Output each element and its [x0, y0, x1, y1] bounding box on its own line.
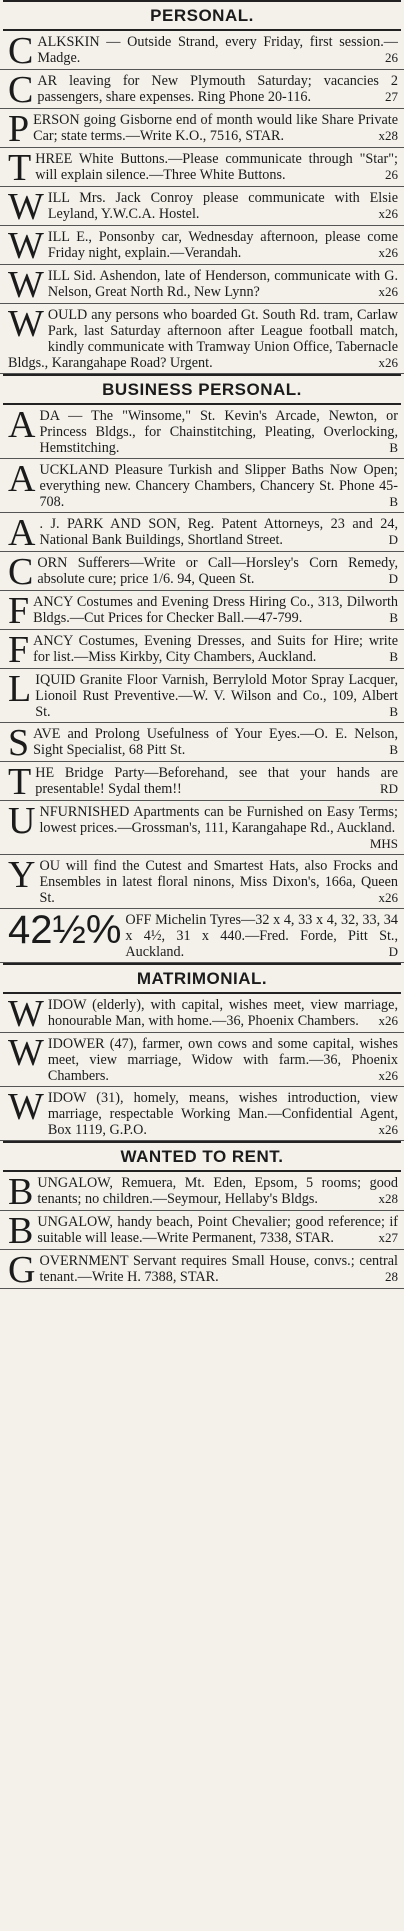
section-heading: WANTED TO RENT.: [120, 1147, 284, 1166]
classified-ad: [0, 513, 404, 552]
classified-ad: [0, 1172, 404, 1211]
ad-code: x26: [378, 1068, 398, 1083]
classified-ad: [0, 801, 404, 855]
section-2: [0, 963, 404, 1141]
ad-text: UNGALOW, Remuera, Mt. Eden, Epsom, 5 rooms; good tenants; no children.—Seymour, Hellaby's Bldgs.: [37, 1175, 398, 1207]
ad-code: x26: [378, 355, 398, 370]
section-heading: BUSINESS PERSONAL.: [102, 380, 302, 399]
drop-cap: 42½%: [8, 909, 122, 952]
ad-code: B: [389, 440, 398, 455]
ad-code: B: [389, 742, 398, 757]
classified-ad: [0, 669, 404, 723]
ad-code: x28: [378, 1191, 398, 1206]
ad-text: AVE and Prolong Usefulness of Your Eyes.—O. E. Nelson, Sight Specialist, 68 Pitt St.: [33, 726, 398, 758]
drop-cap: W: [8, 226, 44, 265]
ad-code: x26: [378, 1122, 398, 1137]
ad-code: x26: [378, 245, 398, 260]
classified-ad: [0, 591, 404, 630]
classified-ad: [0, 70, 404, 109]
ad-code: x26: [378, 206, 398, 221]
ad-text: HE Bridge Party—Beforehand, see that your hands are presentable! Sydal them!!: [35, 765, 398, 797]
drop-cap: W: [8, 1087, 44, 1128]
ad-text: IDOWER (47), farmer, own cows and some capital, wishes meet, view marriage, Widow with farm.—36, Phoenix Chambers.: [47, 1036, 398, 1084]
classified-ad: [0, 187, 404, 226]
classified-ad: [0, 1087, 404, 1141]
ad-text: NFURNISHED Apartments can be Furnished on Easy Terms; lowest prices.—Grossman's, 111, Karangahape Rd., Auckland.: [39, 804, 398, 836]
drop-cap: C: [8, 70, 34, 109]
ad-text: OFF Michelin Tyres—32 x 4, 33 x 4, 32, 33, 34 x 4½, 31 x 440.—Fred. Forde, Pitt St., Auckland.: [125, 912, 398, 960]
ad-code: B: [389, 704, 398, 719]
classified-ad: [0, 148, 404, 187]
ad-code: B: [389, 494, 398, 509]
ad-text: ILL Sid. Ashendon, late of Henderson, communicate with G. Nelson, Great North Rd., New Lynn?: [47, 268, 398, 300]
drop-cap: A: [8, 513, 36, 552]
ad-text: IQUID Granite Floor Varnish, Berrylold Motor Spray Lacquer, Lionoil Rust Preventive.—W. V. Wilson and Co., 109, Albert St.: [35, 672, 398, 720]
ad-code: 26: [385, 167, 398, 182]
drop-cap: A: [8, 459, 36, 500]
ad-code: x26: [378, 890, 398, 905]
ad-code: x26: [378, 1013, 398, 1028]
drop-cap: S: [8, 723, 30, 762]
drop-cap: Y: [8, 855, 36, 896]
classified-ad: [0, 109, 404, 148]
ad-text: AR leaving for New Plymouth Saturday; vacancies 2 passengers, share expenses. Ring Phone 20-116.: [37, 73, 398, 105]
ad-code: RD: [379, 781, 398, 796]
classified-ad: [0, 1211, 404, 1250]
ad-code: 27: [385, 89, 398, 104]
ad-text: ANCY Costumes and Evening Dress Hiring Co., 313, Dilworth Bldgs.—Cut Prices for Checker Ball.—47-799.: [33, 594, 398, 626]
classified-ad: [0, 1250, 404, 1289]
classified-ad: [0, 762, 404, 801]
ad-code: x28: [378, 128, 398, 143]
drop-cap: A: [8, 405, 36, 446]
ad-text: UCKLAND Pleasure Turkish and Slipper Baths Now Open; everything new. Chancery Chambers, Chancery St. Phone 45-708.: [39, 462, 398, 510]
ad-code: x26: [378, 284, 398, 299]
section-3: [0, 1141, 404, 1289]
ad-code: 26: [385, 50, 398, 65]
ad-text: ILL Mrs. Jack Conroy please communicate with Elsie Leyland, Y.W.C.A. Hostel.: [47, 190, 398, 222]
drop-cap: F: [8, 630, 30, 669]
drop-cap: L: [8, 669, 32, 710]
drop-cap: W: [8, 265, 44, 304]
ad-code: x27: [378, 1230, 398, 1245]
drop-cap: P: [8, 109, 30, 148]
ad-text: ANCY Costumes, Evening Dresses, and Suits for Hire; write for list.—Miss Kirkby, City Chambers, Auckland.: [33, 633, 398, 665]
ad-text: OVERNMENT Servant requires Small House, convs.; central tenant.—Write H. 7388, STAR.: [39, 1253, 398, 1285]
section-0: [0, 0, 404, 374]
drop-cap: U: [8, 801, 36, 842]
drop-cap: F: [8, 591, 30, 630]
classified-ad: [0, 994, 404, 1033]
ad-code: 28: [385, 1269, 398, 1284]
classified-ad: [0, 552, 404, 591]
classified-ad: [0, 304, 404, 374]
section-heading: MATRIMONIAL.: [136, 969, 268, 988]
drop-cap: W: [8, 1033, 44, 1074]
ad-text: HREE White Buttons.—Please communicate through "Star"; will explain silence.—Three White Buttons.: [35, 151, 398, 183]
drop-cap: G: [8, 1250, 36, 1289]
drop-cap: T: [8, 762, 32, 801]
ad-text: OU will find the Cutest and Smartest Hats, also Frocks and Ensembles in latest floral ninons, Miss Dixon's, 166a, Queen St.: [39, 858, 398, 906]
ad-text: ALKSKIN — Outside Strand, every Friday, first session.—Madge.: [37, 34, 398, 66]
ad-text: ORN Sufferers—Write or Call—Horsley's Corn Remedy, absolute cure; price 1/6. 94, Queen St.: [37, 555, 398, 587]
ad-text: UNGALOW, handy beach, Point Chevalier; good reference; if suitable will lease.—Write Permanent, 7338, STAR.: [37, 1214, 398, 1246]
ad-text: DA — The "Winsome," St. Kevin's Arcade, Newton, or Princess Bldgs., for Chainstitching, Pleating, Overlocking, Hemstitching.: [39, 408, 398, 456]
ad-code: D: [388, 532, 398, 547]
drop-cap: W: [8, 994, 44, 1033]
ad-code: D: [388, 571, 398, 586]
classified-ad: [0, 405, 404, 459]
drop-cap: C: [8, 552, 34, 591]
drop-cap: W: [8, 304, 44, 345]
ad-code: B: [389, 649, 398, 664]
section-1: [0, 374, 404, 963]
ad-text: . J. PARK AND SON, Reg. Patent Attorneys, 23 and 24, National Bank Buildings, Shortland Street.: [39, 516, 398, 548]
ad-text: IDOW (31), homely, means, wishes introduction, view marriage, respectable Working Man.—Confidential Agent, Box 1119, G.P.O.: [47, 1090, 398, 1138]
classified-ad: [0, 459, 404, 513]
classified-ad: [0, 630, 404, 669]
drop-cap: C: [8, 31, 34, 70]
drop-cap: W: [8, 187, 44, 226]
ad-text: ERSON going Gisborne end of month would like Share Private Car; state terms.—Write K.O., 7516, STAR.: [33, 112, 398, 144]
classified-ad: [0, 1033, 404, 1087]
classified-ad: [0, 265, 404, 304]
ad-code: B: [389, 610, 398, 625]
ad-code: D: [388, 944, 398, 959]
classified-ad: [0, 909, 404, 963]
section-heading: PERSONAL.: [150, 6, 254, 25]
ad-text: OULD any persons who boarded Gt. South Rd. tram, Carlaw Park, last Saturday afternoon after League football match, kindly communicate with Tramway Union Office, Tabernacle Bldgs., Karangahape Road? Urgent.: [8, 307, 398, 371]
ad-text: ILL E., Ponsonby car, Wednesday afternoon, please come Friday night, explain.—Verandah.: [47, 229, 398, 261]
drop-cap: B: [8, 1172, 34, 1211]
drop-cap: B: [8, 1211, 34, 1250]
classified-ad: [0, 31, 404, 70]
ad-code: MHS: [369, 836, 398, 851]
ad-text: IDOW (elderly), with capital, wishes meet, view marriage, honourable Man, with home.—36, Phoenix Chambers.: [47, 997, 398, 1029]
classified-ad: [0, 855, 404, 909]
classified-ad: [0, 723, 404, 762]
drop-cap: T: [8, 148, 32, 187]
classified-ad: [0, 226, 404, 265]
